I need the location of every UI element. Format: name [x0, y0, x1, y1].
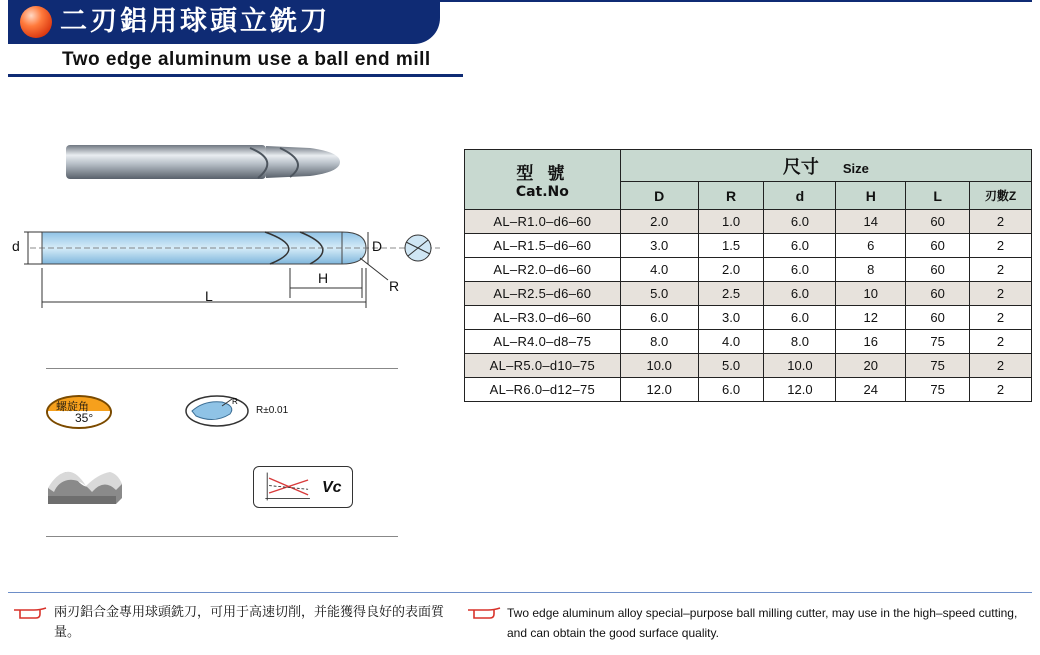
spec-table: [464, 149, 1032, 402]
table-row: AL–R3.0–d6–60 6.0 3.0 6.0 12 60 2: [465, 306, 1032, 330]
dim-L-label: L: [205, 288, 213, 304]
table-row: AL–R1.0–d6–60 2.0 1.0 6.0 14 60 2: [465, 210, 1032, 234]
dim-D-label: D: [372, 238, 383, 254]
pointing-hand-icon: [12, 604, 48, 620]
size-header: 尺寸 Size: [620, 150, 1031, 182]
tool-photo: [66, 145, 340, 179]
col-D: D: [620, 182, 698, 210]
col-R: R: [698, 182, 764, 210]
dim-H-label: H: [318, 270, 329, 286]
dim-R-label: R: [389, 278, 400, 294]
note-english: Two edge aluminum alloy special–purpose ball milling cutter, may use in the high–speed cutting, and can obtain the good surface quality.: [507, 606, 1018, 640]
radius-tolerance-icon: [184, 394, 250, 428]
col-L: L: [906, 182, 970, 210]
footer-rule: [8, 592, 1032, 593]
bullet-ball-icon: [20, 6, 52, 38]
page-title: 二刃鋁用球頭立銑刀: [60, 6, 330, 37]
helix-angle-label: 螺旋角: [56, 400, 89, 413]
vc-label: Vc: [322, 479, 342, 496]
cat-no-header: 型 號 Cat.No: [465, 150, 621, 210]
workpiece-profile-icon: [46, 464, 124, 508]
pointing-hand-icon: [466, 604, 502, 620]
header-rule: [440, 0, 1032, 2]
note-chinese: 兩刃鋁合金專用球頭銑刀，可用于高速切削，并能獲得良好的表面質量。: [54, 605, 445, 640]
helix-angle-icon: [46, 395, 112, 429]
table-row: AL–R6.0–d12–75 12.0 6.0 12.0 24 75 2: [465, 378, 1032, 402]
helix-angle-value: 35°: [75, 411, 94, 425]
table-row: AL–R4.0–d8–75 8.0 4.0 8.0 16 75 2: [465, 330, 1032, 354]
col-H: H: [836, 182, 906, 210]
dim-d-label: d: [12, 238, 20, 254]
table-row: AL–R1.5–d6–60 3.0 1.5 6.0 6 60 2: [465, 234, 1032, 258]
table-row: AL–R2.5–d6–60 5.0 2.5 6.0 10 60 2: [465, 282, 1032, 306]
table-row: AL–R2.0–d6–60 4.0 2.0 6.0 8 60 2: [465, 258, 1032, 282]
col-d: d: [764, 182, 836, 210]
subtitle-underline: [8, 74, 463, 77]
radius-tolerance-text: R±0.01: [256, 405, 289, 416]
col-Z: 刃數Z: [970, 182, 1032, 210]
table-row: AL–R5.0–d10–75 10.0 5.0 10.0 20 75 2: [465, 354, 1032, 378]
tool-drawing: [10, 140, 440, 310]
cutting-speed-icon: [253, 466, 353, 508]
page-subtitle: Two edge aluminum use a ball end mill: [62, 49, 431, 70]
section-divider: [46, 368, 398, 369]
radius-mark: R: [232, 397, 238, 406]
section-divider: [46, 536, 398, 537]
